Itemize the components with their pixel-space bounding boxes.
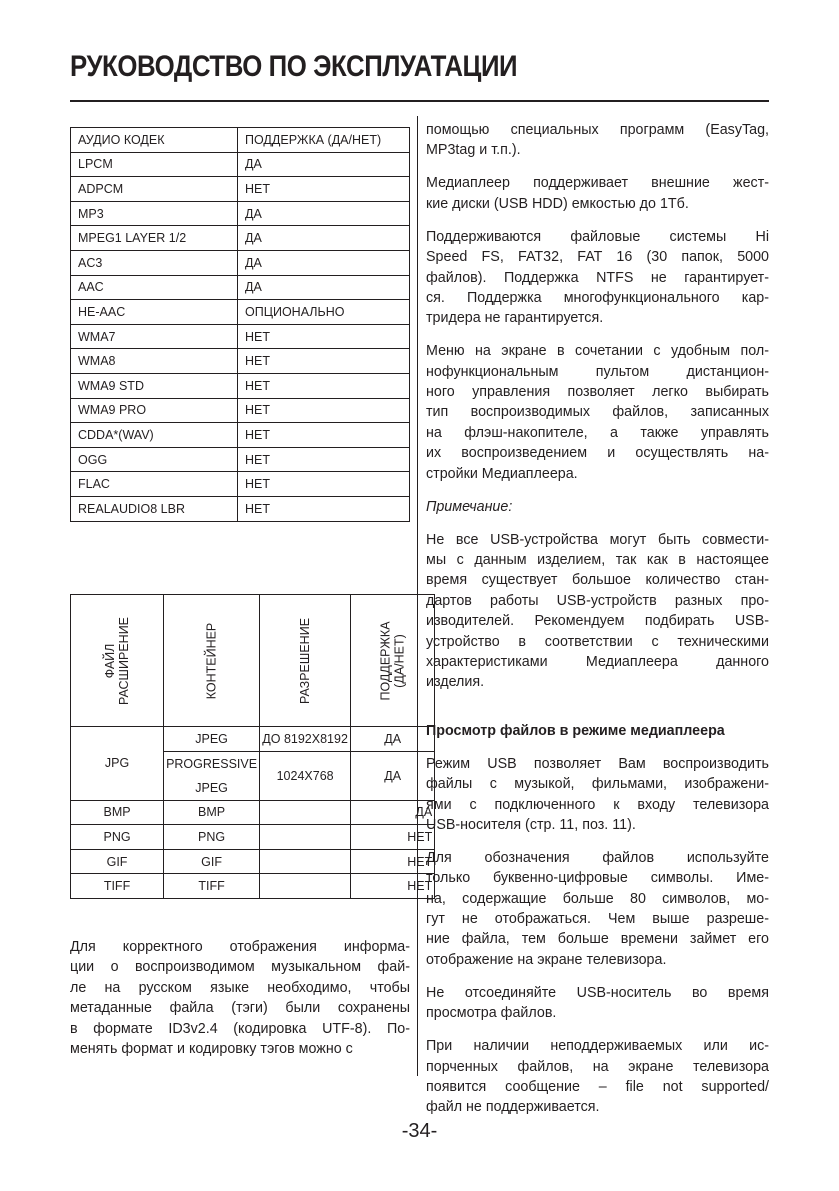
text-line: файл не поддерживается. xyxy=(426,1099,600,1116)
table-row xyxy=(71,472,410,497)
cell-support: ДА xyxy=(351,727,435,752)
table-row xyxy=(71,398,410,423)
audio-codec-table xyxy=(70,127,410,522)
text-line: Speed FS, FAT32, FAT 16 (30 папок, 5000 xyxy=(426,249,769,266)
cell-support: ДА xyxy=(238,275,410,300)
cell-resolution: ДО 8192X8192 xyxy=(260,727,351,752)
title-rule xyxy=(70,100,769,102)
text-line: файлов). Поддержка NTFS не гарантирует- xyxy=(426,269,769,286)
section-heading xyxy=(426,721,769,741)
header-line: ПОДДЕРЖКА xyxy=(378,620,393,701)
cell-support: НЕТ xyxy=(238,398,410,423)
text-line: Меню на экране в сочетании с удобным пол- xyxy=(426,343,769,360)
cell-resolution xyxy=(260,849,351,874)
cell-codec: WMA9 STD xyxy=(71,373,238,398)
cell-codec: CDDA*(WAV) xyxy=(71,423,238,448)
cell-codec: LPCM xyxy=(71,152,238,177)
cell-container: PNG xyxy=(164,825,260,850)
table-header-row xyxy=(71,595,435,727)
text-line: время существует большое количество стан- xyxy=(426,572,769,589)
cell-resolution: 1024X768 xyxy=(260,751,351,800)
text-line: мы с данным изделием, так как в настоящее xyxy=(426,552,769,568)
text-line: на флэш-накопителе, а также управлять xyxy=(426,424,769,441)
text-line: Не отсоединяйте USB-носитель во время xyxy=(426,984,769,1001)
paragraph xyxy=(426,530,769,693)
cell-codec: MPEG1 LAYER 1/2 xyxy=(71,226,238,251)
cell-support: НЕТ xyxy=(238,177,410,202)
cell-codec: ADPCM xyxy=(71,177,238,202)
text-line: ции о воспроизводимом музыкальном фай- xyxy=(70,959,410,976)
table-row xyxy=(71,496,410,521)
text-line: MP3tag и т.п.). xyxy=(426,142,521,159)
cell-support: НЕТ xyxy=(351,825,435,850)
text-line: менять формат и кодировку тэгов можно с xyxy=(70,1040,353,1057)
text-line: Поддерживаются файловые системы Hi xyxy=(426,228,769,245)
cell-codec: AAC xyxy=(71,275,238,300)
cell-extension: TIFF xyxy=(71,874,164,899)
paragraph xyxy=(426,848,769,970)
paragraph xyxy=(426,227,769,329)
table-row xyxy=(71,324,410,349)
text-line: нофункциональным пультом дистанцион- xyxy=(426,363,769,380)
cell-extension: GIF xyxy=(71,849,164,874)
cell-support: НЕТ xyxy=(351,874,435,899)
table-row xyxy=(71,447,410,472)
cell-codec: REALAUDIO8 LBR xyxy=(71,496,238,521)
header-extension xyxy=(71,595,164,727)
text-line: Для корректного отображения информа- xyxy=(70,939,410,955)
cell-codec: WMA9 PRO xyxy=(71,398,238,423)
table-row xyxy=(71,373,410,398)
cell-support: НЕТ xyxy=(238,496,410,521)
header-resolution: РАЗРЕШЕНИЕ xyxy=(260,595,351,727)
cell-resolution xyxy=(260,825,351,850)
text-line: ями с подключенного к входу телевизора xyxy=(426,796,769,813)
cell-support: НЕТ xyxy=(238,324,410,349)
text-line: отображение на экране телевизора. xyxy=(426,951,667,968)
text-line: порченных файлов, на экране телевизора xyxy=(426,1058,769,1075)
table-header-row xyxy=(71,128,410,153)
text-line: ся. Поддержка многофункционального кар- xyxy=(426,289,769,306)
text-line: тридера не гарантируется. xyxy=(426,310,604,327)
cell-codec: WMA7 xyxy=(71,324,238,349)
cell-codec: FLAC xyxy=(71,472,238,497)
cell-container: PROGRESSIVE JPEG xyxy=(164,751,260,800)
table-row xyxy=(71,874,435,899)
note-label xyxy=(426,497,769,517)
cell-container: JPEG xyxy=(164,727,260,752)
text-line: USB-носителя (стр. 11, поз. 11). xyxy=(426,816,636,833)
cell-support: ДА xyxy=(238,152,410,177)
cell-extension: JPG xyxy=(71,727,164,801)
page-title: РУКОВОДСТВО ПО ЭКСПЛУАТАЦИИ xyxy=(70,50,518,83)
paragraph xyxy=(426,754,769,836)
text-line: просмотра файлов. xyxy=(426,1005,557,1022)
paragraph xyxy=(426,173,769,214)
text-line: ле на русском языке необходимо, чтобы xyxy=(70,979,410,996)
paragraph xyxy=(426,120,769,161)
page-number: -34- xyxy=(401,1120,438,1142)
cell-container: TIFF xyxy=(164,874,260,899)
paragraph xyxy=(70,937,410,1059)
text-line: помощью специальных программ (EasyTag, xyxy=(426,122,769,138)
header-line: ФАЙЛ xyxy=(103,643,118,678)
text-line: изводителей. Рекомендуем подбирать USB- xyxy=(426,613,769,630)
table-row xyxy=(71,423,410,448)
table-row xyxy=(71,300,410,325)
cell-support: НЕТ xyxy=(238,349,410,374)
cell-support: ДА xyxy=(351,751,435,800)
cell-support: НЕТ xyxy=(351,849,435,874)
header-support xyxy=(351,595,435,727)
paragraph xyxy=(426,983,769,1024)
table-row xyxy=(71,275,410,300)
table-row xyxy=(71,177,410,202)
cell-support: НЕТ xyxy=(238,472,410,497)
cell-support: НЕТ xyxy=(238,373,410,398)
table-row xyxy=(71,849,435,874)
text-line: Режим USB позволяет Вам воспроизводить xyxy=(426,755,769,772)
cell-container: GIF xyxy=(164,849,260,874)
text-line: устройство в соответствии с техническими xyxy=(426,633,769,650)
cell-codec: MP3 xyxy=(71,201,238,226)
text-line: При наличии неподдерживаемых или ис- xyxy=(426,1038,769,1055)
header-line: (ДА/НЕТ) xyxy=(392,633,407,688)
text-line: стройки Медиаплеера. xyxy=(426,465,578,482)
right-text-column xyxy=(426,120,769,1130)
table-row xyxy=(71,152,410,177)
cell-codec: OGG xyxy=(71,447,238,472)
cell-support: НЕТ xyxy=(238,423,410,448)
cell-codec: HE-AAC xyxy=(71,300,238,325)
text-line: гут не отображаться. Чем выше разреше- xyxy=(426,911,769,928)
text-line: файлы с музыкой, фильмами, изображени- xyxy=(426,776,769,793)
text-line: метаданные файла (тэги) были сохранены xyxy=(70,1000,410,1017)
text-line: в формате ID3v2.4 (кодировка UTF-8). По- xyxy=(70,1020,410,1037)
left-text-column xyxy=(70,937,410,1072)
text-line: кие диски (USB HDD) емкостью до 1Тб. xyxy=(426,195,689,212)
header-container: КОНТЕЙНЕР xyxy=(164,595,260,727)
text-line: ние файла, тем больше времени займет его xyxy=(426,931,769,948)
text-line: тип воспроизводимых файлов, записанных xyxy=(426,404,769,421)
text-line: изделия. xyxy=(426,674,485,691)
text-line: Не все USB-устройства могут быть совмести- xyxy=(426,531,769,548)
cell-codec: WMA8 xyxy=(71,349,238,374)
header-line: РАСШИРЕНИЕ xyxy=(117,616,132,705)
cell-support: ДА xyxy=(351,800,435,825)
text-line: Примечание: xyxy=(426,498,513,515)
text-line: их воспроизведением и осуществлять на- xyxy=(426,445,769,462)
text-line: дартов работы USB-устройств разных про- xyxy=(426,592,769,609)
table-row xyxy=(71,226,410,251)
paragraph xyxy=(426,1036,769,1118)
cell-support: ДА xyxy=(238,250,410,275)
cell-support: ОПЦИОНАЛЬНО xyxy=(238,300,410,325)
header-support: ПОДДЕРЖКА (ДА/НЕТ) xyxy=(238,128,410,153)
text-line: только буквенно-цифровые символы. Име- xyxy=(426,870,769,887)
cell-support: ДА xyxy=(238,226,410,251)
cell-codec: AC3 xyxy=(71,250,238,275)
paragraph xyxy=(426,341,769,484)
cell-extension: PNG xyxy=(71,825,164,850)
table-row xyxy=(71,825,435,850)
cell-container: BMP xyxy=(164,800,260,825)
text-line: Медиаплеер поддерживает внешние жест- xyxy=(426,175,769,192)
cell-support: НЕТ xyxy=(238,447,410,472)
text-line: появится сообщение – file not supported/ xyxy=(426,1078,769,1095)
text-line: на, содержащие больше 80 символов, мо- xyxy=(426,890,769,907)
text-line: Просмотр файлов в режиме медиаплеера xyxy=(426,722,725,739)
cell-extension: BMP xyxy=(71,800,164,825)
text-line: Для обозначения файлов используйте xyxy=(426,849,769,866)
cell-resolution xyxy=(260,874,351,899)
cell-resolution xyxy=(260,800,351,825)
cell-support: ДА xyxy=(238,201,410,226)
text-line: характеристиками Медиаплеера данного xyxy=(426,653,769,670)
header-codec: АУДИО КОДЕК xyxy=(71,128,238,153)
table-row xyxy=(71,201,410,226)
table-row xyxy=(71,250,410,275)
text-line: ного управления позволяет легко выбирать xyxy=(426,384,769,401)
table-row xyxy=(71,727,435,752)
table-row xyxy=(71,800,435,825)
image-format-table xyxy=(70,594,435,899)
table-row xyxy=(71,349,410,374)
